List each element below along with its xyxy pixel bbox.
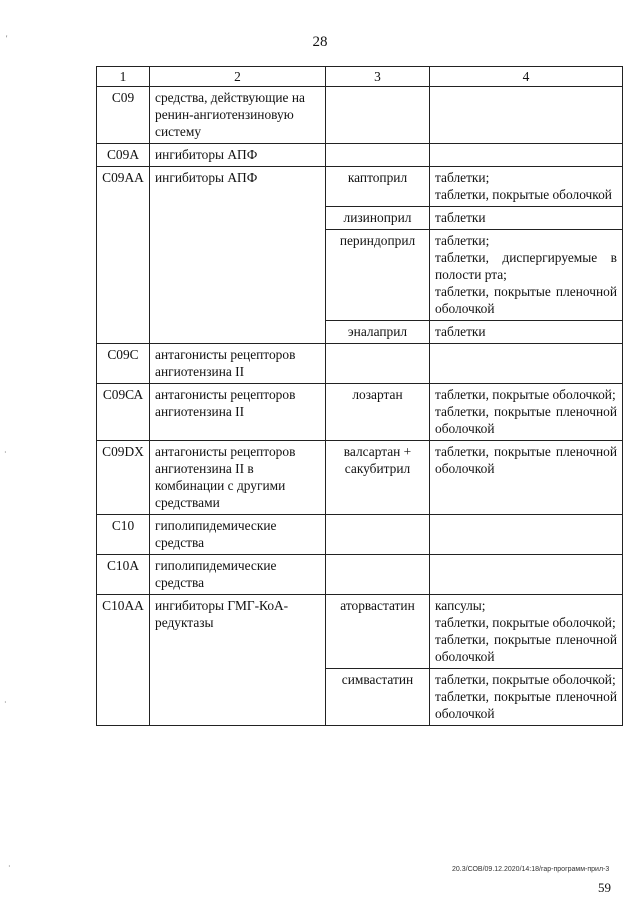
scan-mark: ' [6,34,8,43]
dosage-form-line: таблетки, покрытые пленочной оболочкой [435,404,617,436]
drug-name-cell: валсартан + сакубитрил [326,441,430,515]
atc-code-cell: С10А [97,555,150,595]
dosage-form-cell [430,144,623,167]
atc-code-cell: С09СА [97,384,150,441]
atc-code-cell: С09С [97,344,150,384]
group-name-cell: гиполипидемические средства [150,515,326,555]
group-name-cell: гиполипидемические средства [150,555,326,595]
drug-name-cell [326,344,430,384]
scan-mark: · [4,448,7,457]
column-header: 3 [326,67,430,87]
group-name-cell: ингибиторы АПФ [150,144,326,167]
scan-mark: · [4,698,7,707]
dosage-form-cell [430,321,623,344]
drug-name-cell: симвастатин [326,669,430,726]
table-row [97,441,623,515]
footer-stamp: 20.3/СОВ/09.12.2020/14:18/гар-программ-прил-3 [452,866,610,873]
atc-code-cell: С10АА [97,595,150,726]
atc-code-cell: С09А [97,144,150,167]
atc-code-cell: С09DX [97,441,150,515]
dosage-form-line: таблетки, покрытые оболочкой; [435,615,616,630]
column-header: 4 [430,67,623,87]
dosage-form-line: таблетки, покрытые пленочной оболочкой [435,632,617,664]
drug-name-cell: эналаприл [326,321,430,344]
drug-name-cell: лозартан [326,384,430,441]
drug-name-cell [326,555,430,595]
dosage-form-line: таблетки [435,324,486,339]
dosage-form-cell [430,344,623,384]
dosage-form-line: таблетки, покрытые пленочной оболочкой [435,284,617,316]
dosage-form-cell [430,595,623,669]
drug-name-cell: аторвастатин [326,595,430,669]
table-row [97,384,623,441]
dosage-form-line: таблетки; [435,170,490,185]
column-header: 2 [150,67,326,87]
group-name-cell: антагонисты рецепторов ангиотензина II [150,384,326,441]
dosage-form-cell [430,207,623,230]
dosage-form-line: таблетки, покрытые оболочкой; [435,387,616,402]
atc-code-cell: С10 [97,515,150,555]
dosage-form-cell [430,87,623,144]
dosage-form-line: капсулы; [435,598,486,613]
table-row [97,87,623,144]
dosage-form-line: таблетки [435,210,486,225]
dosage-form-line: таблетки, покрытые пленочной оболочкой [435,689,617,721]
table-body [97,87,623,726]
footer-page-number: 59 [598,880,611,895]
table-row [97,515,623,555]
table-row [97,144,623,167]
dosage-form-cell [430,669,623,726]
drug-name-cell [326,87,430,144]
column-header: 1 [97,67,150,87]
table-row [97,167,623,207]
page-number: 28 [312,34,328,50]
group-name-cell: антагонисты рецепторов ангиотензина II [150,344,326,384]
dosage-form-line: таблетки, диспергируемые в полости рта; [435,250,617,282]
dosage-form-line: таблетки; [435,233,490,248]
table-header-row [97,67,623,87]
drug-name-cell [326,515,430,555]
scan-mark: · [8,862,11,871]
group-name-cell: ингибиторы АПФ [150,167,326,344]
table-row [97,595,623,669]
dosage-form-cell [430,515,623,555]
dosage-form-line: таблетки, покрытые оболочкой [435,187,612,202]
dosage-form-line: таблетки, покрытые оболочкой; [435,672,616,687]
dosage-form-cell [430,384,623,441]
drug-name-cell: периндоприл [326,230,430,321]
group-name-cell: ингибиторы ГМГ-КоА-редуктазы [150,595,326,726]
group-name-cell: средства, действующие на ренин-ангиотензиновую систему [150,87,326,144]
drug-list-table [96,66,623,726]
drug-name-cell [326,144,430,167]
dosage-form-cell [430,441,623,515]
dosage-form-cell [430,555,623,595]
drug-name-cell: лизиноприл [326,207,430,230]
group-name-cell: антагонисты рецепторов ангиотензина II в комбинации с другими средствами [150,441,326,515]
dosage-form-line: таблетки, покрытые пленочной оболочкой [435,444,617,476]
drug-name-cell: каптоприл [326,167,430,207]
table-row [97,344,623,384]
dosage-form-cell [430,167,623,207]
dosage-form-cell [430,230,623,321]
atc-code-cell: С09АА [97,167,150,344]
table-row [97,555,623,595]
atc-code-cell: С09 [97,87,150,144]
